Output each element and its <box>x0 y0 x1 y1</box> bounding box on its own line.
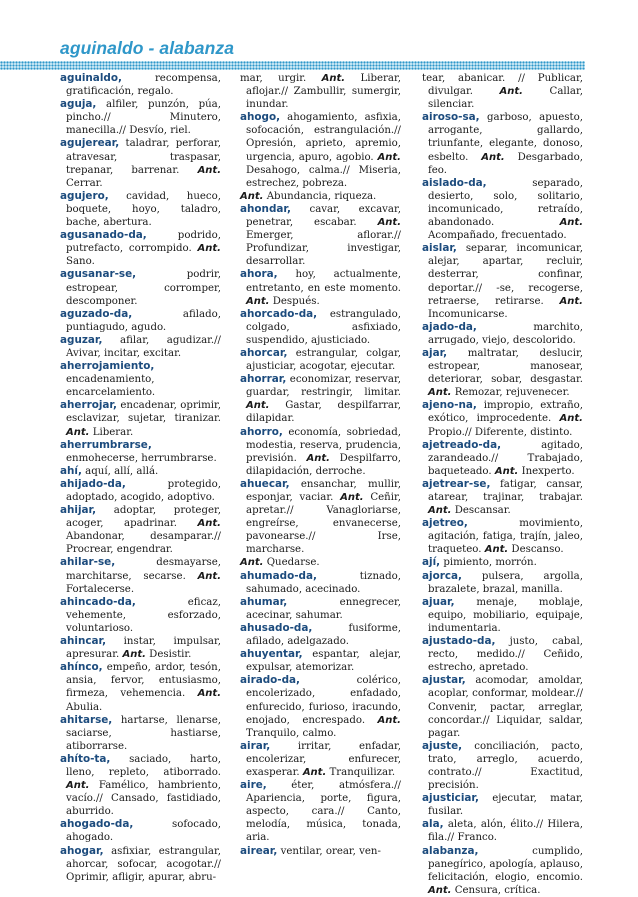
dictionary-entry <box>240 347 401 373</box>
dictionary-entry <box>60 268 221 307</box>
entry-headword: aguzar, <box>60 333 103 346</box>
entry-antonyms: Famélico, hambriento, vacío.// Cansado, fastidiado, aburrido. <box>66 780 221 818</box>
entry-headword: aherrumbrarse, <box>60 438 152 451</box>
entry-definition: irritar, enfadar, encolerizar, enfurecer, exasperar. <box>246 740 401 778</box>
dictionary-entry <box>422 845 583 897</box>
entry-antonyms: Gastar, despilfarrar, dilapidar. <box>246 400 401 425</box>
entry-antonyms: Descanso. <box>511 544 564 556</box>
dictionary-entry <box>60 465 221 478</box>
entry-antonym-label: Ant. <box>428 884 452 896</box>
dictionary-entry <box>60 845 221 884</box>
entry-antonym-label: Ant. <box>559 295 583 307</box>
column-3 <box>422 72 583 897</box>
entry-definition: justo, cabal, recto, medido.// Ceñido, estrecho, apretado. <box>428 636 583 674</box>
entry-definition: espantar, alejar, expulsar, atemorizar. <box>246 649 401 674</box>
entry-definition: pulsera, argolla, brazalete, brazal, manilla. <box>428 570 583 595</box>
entry-definition: afilado, puntiagudo, agudo. <box>66 308 221 333</box>
entry-definition: ennegrecer, acecinar, sahumar. <box>246 596 401 621</box>
entry-headword: alabanza, <box>422 844 479 857</box>
entry-definition: menaje, moblaje, equipo, mobiliario, equipaje, indumentaria. <box>428 596 583 634</box>
entry-antonym-label: Ant. <box>122 649 146 661</box>
dictionary-entry <box>422 674 583 739</box>
entry-headword: aguzado-da, <box>60 307 133 320</box>
entry-headword: ahogado-da, <box>60 818 134 831</box>
entry-definition: impropio, extraño, exótico, improcedente. <box>428 400 583 425</box>
entry-antonyms: Callar, silenciar. <box>428 86 583 111</box>
dictionary-entry <box>422 347 583 399</box>
entry-definition: cavar, excavar, penetrar, escabar. <box>246 203 401 229</box>
entry-antonym-label: Ant. <box>559 413 583 425</box>
entry-headword: airoso-sa, <box>422 111 480 124</box>
entry-antonym-label: Ant. <box>377 151 401 163</box>
entry-headword: ajorca, <box>422 569 462 582</box>
entry-antonyms: Censura, crítica. <box>454 884 541 896</box>
entry-definition: sofocado, ahogado. <box>66 819 221 844</box>
dictionary-entry <box>60 753 221 818</box>
entry-antonyms: Desgarbado, feo. <box>428 151 583 176</box>
entry-definition: marchito, arrugado, viejo, descolorido. <box>428 321 583 346</box>
dictionary-entry <box>60 504 221 556</box>
entry-definition: recompensa, gratificación, regalo. <box>66 73 221 98</box>
dictionary-entry <box>60 98 221 137</box>
dictionary-entry <box>422 818 583 844</box>
entry-headword: ahuyentar, <box>240 648 303 661</box>
header-band <box>0 61 585 70</box>
entry-definition: afilar, agudizar.// Avivar, incitar, excitar. <box>66 334 221 359</box>
dictionary-entry <box>240 570 401 596</box>
entry-headword: airear, <box>240 844 278 857</box>
entry-antonym-label: Ant. <box>246 400 270 412</box>
entry-antonyms: Liberar. <box>92 426 134 438</box>
entry-definition: cumplido, panegírico, apología, aplauso, felicitación, elogio, encomio. <box>428 845 583 883</box>
dictionary-entry <box>60 190 221 229</box>
entry-antonym-label: Ant. <box>197 688 221 700</box>
dictionary-entry <box>240 72 401 111</box>
entry-definition: desmayarse, marchitarse, secarse. <box>66 557 221 582</box>
entry-definition: conciliación, pacto, trato, arreglo, acuerdo, contrato.// Exactitud, precisión. <box>428 740 583 792</box>
entry-headword: ajeno-na, <box>422 399 477 412</box>
column-2 <box>240 72 401 858</box>
dictionary-entry <box>240 845 401 858</box>
dictionary-entry <box>240 596 401 622</box>
entry-headword: ahitarse, <box>60 713 113 726</box>
entry-antonym-label: Ant. <box>197 243 221 255</box>
entry-definition: mar, urgir. <box>240 73 307 84</box>
dictionary-entry <box>60 661 221 713</box>
entry-definition: ensanchar, mullir, esponjar, vaciar. <box>246 478 401 503</box>
entry-headword: airar, <box>240 739 271 752</box>
entry-antonyms: Remozar, rejuvenecer. <box>454 387 570 399</box>
dictionary-entry <box>60 596 221 635</box>
entry-antonym-label: Ant. <box>197 164 221 176</box>
entry-definition: tiznado, sahumado, acecinado. <box>246 570 401 595</box>
dictionary-entry <box>422 439 583 478</box>
dictionary-entry <box>422 72 583 111</box>
entry-headword: ajuste, <box>422 739 463 752</box>
dictionary-entry <box>240 373 401 425</box>
entry-headword: aire, <box>240 779 267 792</box>
dictionary-entry <box>240 779 401 844</box>
dictionary-entry <box>240 190 401 203</box>
entry-antonym-label: Ant. <box>494 465 519 477</box>
entry-headword: agujero, <box>60 189 109 202</box>
entry-definition: taladrar, perforar, atravesar, traspasar, trepanar, barrenar. <box>66 138 221 176</box>
entry-headword: ajetreo, <box>422 517 468 530</box>
entry-definition: saciado, harto, lleno, repleto, atiborrado. <box>66 753 221 778</box>
dictionary-entry <box>60 818 221 844</box>
dictionary-entry <box>60 229 221 268</box>
dictionary-entry <box>60 714 221 753</box>
dictionary-entry <box>422 792 583 818</box>
entry-antonyms: Desistir. <box>149 649 192 661</box>
entry-headword: ahumar, <box>240 595 288 608</box>
entry-antonyms: Desahogo, calma.// Miseria, estrechez, pobreza. <box>246 164 401 189</box>
entry-antonym-label: Ant. <box>246 295 270 307</box>
entry-definition: separado, desierto, solo, solitario, incomunicado, retraído, abandonado. <box>428 177 583 229</box>
entry-antonym-label: Ant. <box>484 544 509 556</box>
dictionary-entry <box>240 622 401 648</box>
entry-headword: ajado-da, <box>422 320 477 333</box>
entry-headword: agujerear, <box>60 137 120 150</box>
entry-antonyms: Tranquilo, calmo. <box>246 727 337 739</box>
entry-headword: ahincar, <box>60 635 107 648</box>
entry-definition: movimiento, agitación, fatiga, trajín, jaleo, traqueteo. <box>428 518 583 556</box>
dictionary-entry <box>60 137 221 189</box>
entry-antonym-label: Ant. <box>428 505 452 517</box>
entry-definition: estrangular, colgar, ajusticiar, acogotar, ejecutar. <box>246 347 401 373</box>
entry-definition: podrir, estropear, corromper, descomponer. <box>66 269 221 307</box>
entry-antonyms: Quedarse. <box>266 557 320 569</box>
entry-headword: ahíto-ta, <box>60 752 111 765</box>
entry-definition: pimiento, morrón. <box>443 557 537 569</box>
dictionary-entry <box>60 72 221 98</box>
dictionary-entry <box>422 740 583 792</box>
dictionary-entry <box>240 111 401 190</box>
entry-antonyms: Después. <box>272 295 320 307</box>
entry-definition: aleta, alón, élito.// Hilera, fila.// Franco. <box>428 819 583 844</box>
entry-definition: separar, incomunicar, alejar, apartar, recluir, desterrar, confinar, deportar.// -se, recogerse, retraerse, retirarse. <box>428 243 583 307</box>
entry-antonyms: Cerrar. <box>66 177 103 189</box>
page-title: aguinaldo - alabanza <box>60 38 235 58</box>
dictionary-entry <box>240 268 401 307</box>
entry-antonyms: Abundancia, riqueza. <box>266 190 377 202</box>
entry-headword: ahijar, <box>60 504 97 517</box>
dictionary-entry <box>240 648 401 674</box>
entry-headword: ajuar, <box>422 595 455 608</box>
dictionary-entry <box>240 740 401 779</box>
entry-definition: aquí, allí, allá. <box>85 465 159 477</box>
dictionary-columns <box>60 72 585 896</box>
entry-antonym-label: Ant. <box>197 570 221 582</box>
entry-antonyms: Abandonar, desamparar.// Procrear, engendrar. <box>66 531 221 556</box>
entry-headword: ajusticiar, <box>422 792 479 805</box>
dictionary-entry <box>422 596 583 635</box>
page-header <box>60 38 590 58</box>
dictionary-entry <box>422 570 583 596</box>
dictionary-entry <box>240 308 401 347</box>
dictionary-entry <box>60 399 221 438</box>
entry-headword: ahorcar, <box>240 346 288 359</box>
entry-definition: maltratar, deslucir, estropear, manosear, deteriorar, sobar, desgastar. <box>428 347 583 386</box>
entry-definition: enmohecerse, herrumbrarse. <box>66 452 217 464</box>
dictionary-entry <box>422 556 583 569</box>
entry-definition: asfixiar, estrangular, ahorcar, sofocar, acogotar.// Oprimir, afligir, apurar, abru- <box>66 845 221 883</box>
entry-headword: ajetrear-se, <box>422 477 491 490</box>
dictionary-entry <box>422 111 583 176</box>
entry-definition: hartarse, llenarse, saciarse, hastiarse, atiborrarse. <box>66 714 221 752</box>
entry-antonym-label: Ant. <box>66 426 90 438</box>
entry-definition: tear, abanicar. // Publicar, divulgar. <box>422 73 583 98</box>
entry-headword: ajustar, <box>422 674 466 687</box>
entry-definition: encadenar, oprimir, esclavizar, sujetar, tiranizar. <box>66 400 221 425</box>
entry-antonyms: Emerger, aflorar.// Profundizar, investigar, desarrollar. <box>246 230 401 268</box>
entry-definition: ejecutar, matar, fusilar. <box>428 793 583 818</box>
entry-headword: ahondar, <box>240 202 291 215</box>
entry-headword: ahorcado-da, <box>240 307 318 320</box>
dictionary-entry <box>240 478 401 557</box>
entry-headword: ahorro, <box>240 425 283 438</box>
dictionary-entry <box>240 674 401 739</box>
entry-antonyms: Acompañado, frecuentado. <box>428 230 567 242</box>
entry-headword: ajustado-da, <box>422 635 496 648</box>
dictionary-entry <box>60 334 221 360</box>
entry-definition: colérico, encolerizado, enfadado, enfurecido, furioso, iracundo, enojado, encrespado. <box>246 675 401 726</box>
entry-definition: protegido, adoptado, acogido, adoptivo. <box>66 478 221 503</box>
entry-headword: aherrojar, <box>60 399 117 412</box>
entry-headword: ahí, <box>60 464 82 477</box>
dictionary-entry <box>60 360 221 399</box>
entry-headword: ahogo, <box>240 111 281 124</box>
entry-antonym-label: Ant. <box>481 151 505 163</box>
entry-antonyms: Propio.// Diferente, distinto. <box>428 426 573 438</box>
entry-definition: estrangulado, colgado, asfixiado, suspendido, ajusticiado. <box>246 308 401 346</box>
entry-headword: ahuecar, <box>240 477 290 490</box>
dictionary-entry <box>422 399 583 438</box>
entry-headword: ahogar, <box>60 844 104 857</box>
entry-definition: ventilar, orear, ven- <box>280 845 381 857</box>
entry-antonym-label: Ant. <box>321 73 346 84</box>
entry-antonym-label: Ant. <box>306 452 330 464</box>
entry-antonym-label: Ant. <box>377 714 401 726</box>
dictionary-entry <box>60 308 221 334</box>
entry-definition: agitado, zarandeado.// Trabajado, baqueteado. <box>428 439 583 477</box>
entry-headword: ajar, <box>422 346 448 359</box>
entry-definition: ahogamiento, asfixia, sofocación, estrangulación.// Opresión, aprieto, apremio, urgencia, apuro, agobio. <box>246 112 401 163</box>
entry-definition: economía, sobriedad, modestia, reserva, prudencia, previsión. <box>246 426 401 464</box>
entry-definition: éter, atmósfera.// Apariencia, porte, figura, aspecto, cara.// Canto, melodía, música, tonada, aria. <box>246 780 401 844</box>
entry-definition: empeño, ardor, tesón, ansia, fervor, entusiasmo, firmeza, vehemencia. <box>66 662 221 700</box>
entry-definition: cavidad, hueco, boquete, hoyo, taladro, bache, abertura. <box>66 190 221 229</box>
entry-antonyms: Abulia. <box>66 701 103 713</box>
entry-antonym-label: Ant. <box>428 387 452 399</box>
entry-antonym-label: Ant. <box>340 492 364 503</box>
entry-headword: ahumado-da, <box>240 569 317 582</box>
entry-definition: podrido, putrefacto, corrompido. <box>66 230 221 255</box>
dictionary-entry <box>240 203 401 268</box>
entry-definition: encadenamiento, encarcelamiento. <box>66 374 156 399</box>
dictionary-entry <box>422 321 583 347</box>
dictionary-entry <box>422 242 583 321</box>
dictionary-entry <box>60 478 221 504</box>
entry-headword: agusanar-se, <box>60 268 137 281</box>
entry-headword: ahínco, <box>60 661 103 674</box>
entry-antonym-label: Ant. <box>240 557 264 569</box>
entry-antonym-label: Ant. <box>240 190 264 202</box>
dictionary-entry <box>240 426 401 478</box>
entry-definition: fusiforme, afilado, adelgazado. <box>246 622 401 648</box>
entry-antonyms: Incomunicarse. <box>428 308 508 320</box>
entry-definition: alfiler, punzón, púa, pincho.// Minutero, manecilla.// Desvío, riel. <box>66 99 221 137</box>
dictionary-entry <box>422 478 583 517</box>
entry-antonyms: Tranquilizar. <box>329 766 396 778</box>
dictionary-entry <box>422 517 583 556</box>
entry-headword: aguja, <box>60 98 97 111</box>
entry-definition: adoptar, proteger, acoger, apadrinar. <box>66 505 221 530</box>
entry-antonym-label: Ant. <box>302 766 327 778</box>
entry-antonyms: Sano. <box>66 256 95 268</box>
entry-definition: garboso, apuesto, arrogante, gallardo, triunfante, elegante, donoso, esbelto. <box>428 112 583 163</box>
entry-antonyms: Despilfarro, dilapidación, derroche. <box>246 452 401 477</box>
entry-definition: instar, impulsar, apresurar. <box>66 636 221 661</box>
entry-headword: airado-da, <box>240 674 300 687</box>
entry-headword: ahilar-se, <box>60 556 116 569</box>
entry-definition: economizar, reservar, guardar, restringir, limitar. <box>246 374 401 399</box>
entry-antonyms: Liberar, aflojar.// Zambullir, sumergir, inundar. <box>246 73 401 111</box>
entry-definition: eficaz, vehemente, esforzado, voluntarioso. <box>66 596 221 634</box>
entry-headword: aherrojamiento, <box>60 360 155 373</box>
entry-headword: ahorrar, <box>240 373 287 386</box>
entry-headword: agusanado-da, <box>60 229 147 242</box>
dictionary-entry <box>422 635 583 674</box>
entry-antonym-label: Ant. <box>559 217 583 229</box>
entry-definition: fatigar, cansar, atarear, trajinar, trabajar. <box>428 478 583 503</box>
entry-headword: ahusado-da, <box>240 621 313 634</box>
dictionary-entry <box>60 556 221 595</box>
entry-antonym-label: Ant. <box>377 217 401 229</box>
dictionary-entry <box>240 556 401 569</box>
entry-headword: ala, <box>422 818 444 831</box>
dictionary-entry <box>60 635 221 661</box>
entry-headword: aguinaldo, <box>60 72 122 84</box>
dictionary-entry <box>60 439 221 465</box>
entry-antonym-label: Ant. <box>197 518 221 530</box>
entry-antonyms: Fortalecerse. <box>66 583 135 595</box>
entry-definition: hoy, actualmente, entretanto, en este momento. <box>246 269 401 294</box>
entry-definition: acomodar, amoldar, acoplar, conformar, moldear.// Convenir, pactar, arreglar, concordar.// Liquidar, saldar, pagar. <box>428 675 583 739</box>
entry-headword: aislado-da, <box>422 176 487 189</box>
entry-headword: ají, <box>422 556 441 569</box>
entry-headword: ajetreado-da, <box>422 438 502 451</box>
column-1 <box>60 72 221 884</box>
entry-headword: aislar, <box>422 242 457 255</box>
entry-headword: ahincado-da, <box>60 595 136 608</box>
entry-antonym-label: Ant. <box>66 780 90 792</box>
entry-antonym-label: Ant. <box>499 86 523 98</box>
entry-antonyms: Inexperto. <box>521 465 575 477</box>
entry-headword: ahijado-da, <box>60 477 126 490</box>
entry-headword: ahora, <box>240 268 278 281</box>
dictionary-entry <box>422 177 583 242</box>
entry-antonyms: Ceñir, apretar.// Vanagloriarse, engreírse, envanecerse, pavonearse.// Irse, marcharse. <box>246 492 401 556</box>
entry-antonyms: Descansar. <box>454 505 511 517</box>
